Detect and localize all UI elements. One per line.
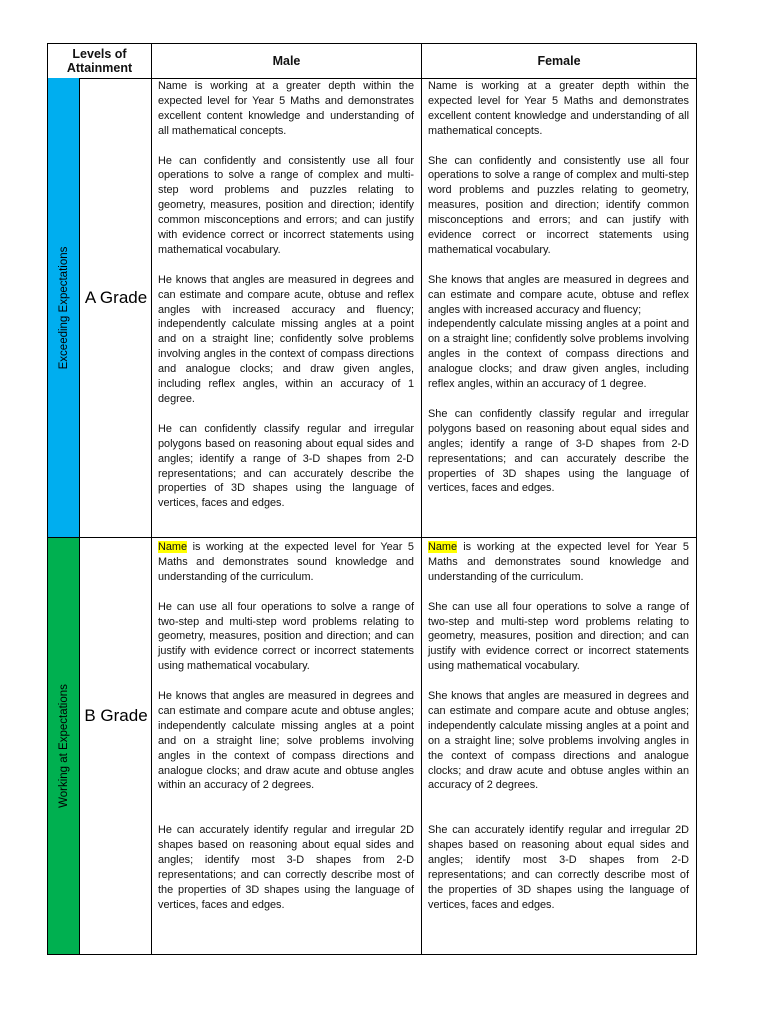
highlighted-name: Name (158, 541, 188, 553)
header-levels-of-attainment: Levels of Attainment (66, 47, 133, 75)
highlighted-name: Name (428, 541, 458, 553)
band-label-exceeding: Exceeding Expectations (57, 246, 70, 369)
paragraph: He can accurately identify regular and irregular 2D shapes based on reasoning about equal sides and angles; identify most 3-D shapes from 2-D representations; and can correctly describe most of the properties of 3D shapes using the language of vertices, faces and edges. (158, 824, 414, 911)
paragraph (428, 540, 689, 585)
intro-text: is working at the expected level for Year 5 Maths and demonstrates sound knowledge and understanding of the curriculum. (428, 541, 689, 583)
intro-text: is working at the expected level for Year 5 Maths and demonstrates sound knowledge and understanding of the curriculum. (158, 541, 414, 583)
paragraph: He can confidently classify regular and irregular polygons based on reasoning about equal sides and angles; identify a range of 3-D shapes from 2-D representations; and can accurately describe the properties of 3D shapes using the language of vertices, faces and edges. (158, 422, 414, 510)
header-female: Female (537, 54, 581, 68)
column-divider (151, 44, 152, 954)
paragraph: She knows that angles are measured in degrees and can estimate and compare acute, obtuse and reflex angles with increased accuracy and fluency; (428, 273, 689, 316)
grade-b: B Grade (84, 706, 148, 725)
cell-b-male (158, 540, 414, 928)
paragraph: He can use all four operations to solve a range of two-step and multi-step word problems relating to geometry, measures, position and direction; and can justify with evidence correct or incorrect statements using mathematical vocabulary. (158, 600, 414, 673)
paragraph: He knows that angles are measured in degrees and can estimate and compare acute, obtuse and reflex angles with increased accuracy and fluency; independently calculate missing angles at a point and on a straight line; confidently solve problems involving angles in the context of compass directions and analogue clocks; and draw given angles, including reflex angles, within an accuracy of 1 degree. (158, 273, 414, 405)
cell-a-male (158, 79, 414, 526)
paragraph: He can confidently and consistently use all four operations to solve a range of complex and multi-step word problems and puzzles relating to geometry, measures, position and direction; identify common misconceptions and errors; and can justify with evidence correct or incorrect statements using mathematical vocabulary. (158, 154, 414, 256)
paragraph: He knows that angles are measured in degrees and can estimate and compare acute and obtuse angles; independently calculate missing angles at a point and on a straight line; solve problems involving angles in the context of compass directions and analogue clocks; and draw acute and obtuse angles within an accuracy of 2 degrees. (158, 690, 414, 792)
cell-b-female (428, 540, 689, 928)
header-male: Male (272, 54, 301, 68)
band-label-working: Working at Expectations (57, 684, 70, 808)
paragraph: Name is working at a greater depth within the expected level for Year 5 Maths and demonstrates excellent content knowledge and understanding of all mathematical concepts. (428, 80, 689, 137)
band-divider (79, 78, 80, 954)
paragraph: She knows that angles are measured in degrees and can estimate and compare acute and obtuse angles; independently calculate missing angles at a point and on a straight line; solve problems involving angles in the context of compass directions and analogue clocks; and draw acute and obtuse angles within an accuracy of 2 degrees. (428, 690, 689, 792)
band-exceeding (48, 78, 79, 537)
band-working (48, 538, 79, 954)
row-divider (48, 537, 696, 538)
column-divider (421, 44, 422, 954)
paragraph: Name is working at a greater depth within the expected level for Year 5 Maths and demonstrates excellent content knowledge and understanding of all mathematical concepts. (158, 80, 414, 137)
paragraph: She can confidently classify regular and irregular polygons based on reasoning about equal sides and angles; identify a range of 3-D shapes from 2-D representations; and can accurately describe the properties of 3D shapes using the language of vertices, faces and edges. (428, 407, 689, 495)
paragraph: independently calculate missing angles at a point and on a straight line; confidently solve problems involving angles in the context of compass directions and analogue clocks; and draw given angles, including reflex angles, within an accuracy of 1 degree. (428, 318, 689, 391)
paragraph: She can confidently and consistently use all four operations to solve a range of complex and multi-step word problems and puzzles relating to geometry, measures, position and direction; identify common misconceptions and errors; and can justify with evidence correct or incorrect statements using mathematical vocabulary. (428, 154, 689, 256)
paragraph: She can accurately identify regular and irregular 2D shapes based on reasoning about equal sides and angles; identify most 3-D shapes from 2-D representations; and can correctly describe most of the properties of 3D shapes using the language of vertices, faces and edges. (428, 824, 689, 911)
paragraph (158, 540, 414, 585)
cell-a-female (428, 79, 689, 511)
paragraph: She can use all four operations to solve a range of two-step and multi-step word problems relating to geometry, measures, position and direction; and can justify with evidence correct or incorrect statements using mathematical vocabulary. (428, 600, 689, 673)
attainment-table (47, 43, 697, 955)
grade-a: A Grade (84, 288, 148, 307)
